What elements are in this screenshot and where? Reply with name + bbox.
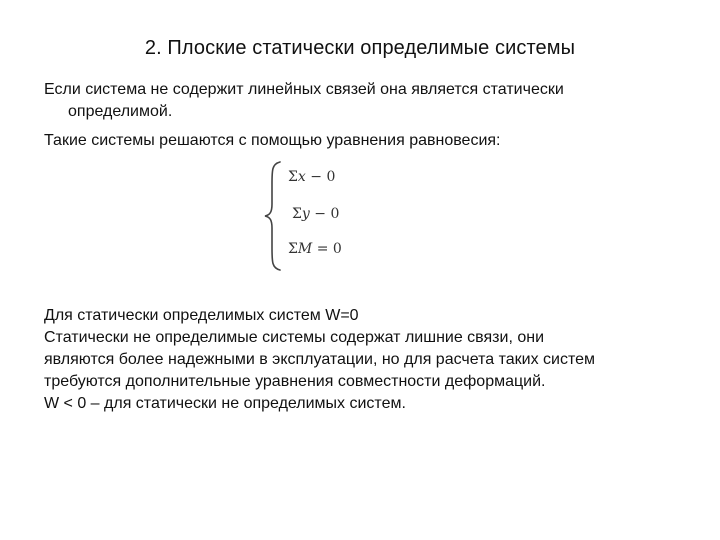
body-line-4: требуются дополнительные уравнения совместности деформаций. xyxy=(44,373,546,390)
equation-sum-x xyxy=(288,168,335,186)
equation-rhs: − 0 xyxy=(309,206,340,222)
body-line-3: являются более надежными в эксплуатации, но для расчета таких систем xyxy=(44,351,596,368)
intro-line-2: определимой. xyxy=(68,103,173,120)
body-line-2: Статически не определимые системы содержат лишние связи, они xyxy=(44,329,544,346)
equation-variable: y xyxy=(301,206,310,222)
equation-variable: M xyxy=(297,241,313,257)
sum-symbol: Σ xyxy=(288,169,298,185)
curly-brace-left-icon xyxy=(262,160,284,272)
body-line-1: Для статически определимых систем W=0 xyxy=(44,307,359,324)
intro-paragraph xyxy=(44,79,684,123)
equation-rhs: − 0 xyxy=(305,169,336,185)
equation-variable: x xyxy=(297,169,306,185)
equilibrium-equations xyxy=(262,160,382,272)
determinacy-text xyxy=(44,305,694,415)
intro-line-1: Если система не содержит линейных связей она является статически xyxy=(44,81,564,98)
equilibrium-intro: Такие системы решаются с помощью уравнения равновесия: xyxy=(44,132,501,149)
sum-symbol: Σ xyxy=(288,241,298,257)
equation-sum-m xyxy=(288,240,342,258)
body-line-5: W < 0 – для статически не определимых систем. xyxy=(44,395,406,412)
sum-symbol: Σ xyxy=(292,206,302,222)
equation-rhs: = 0 xyxy=(312,241,342,257)
equation-sum-y xyxy=(292,205,339,223)
slide-title: 2. Плоские статически определимые системы xyxy=(144,37,576,59)
